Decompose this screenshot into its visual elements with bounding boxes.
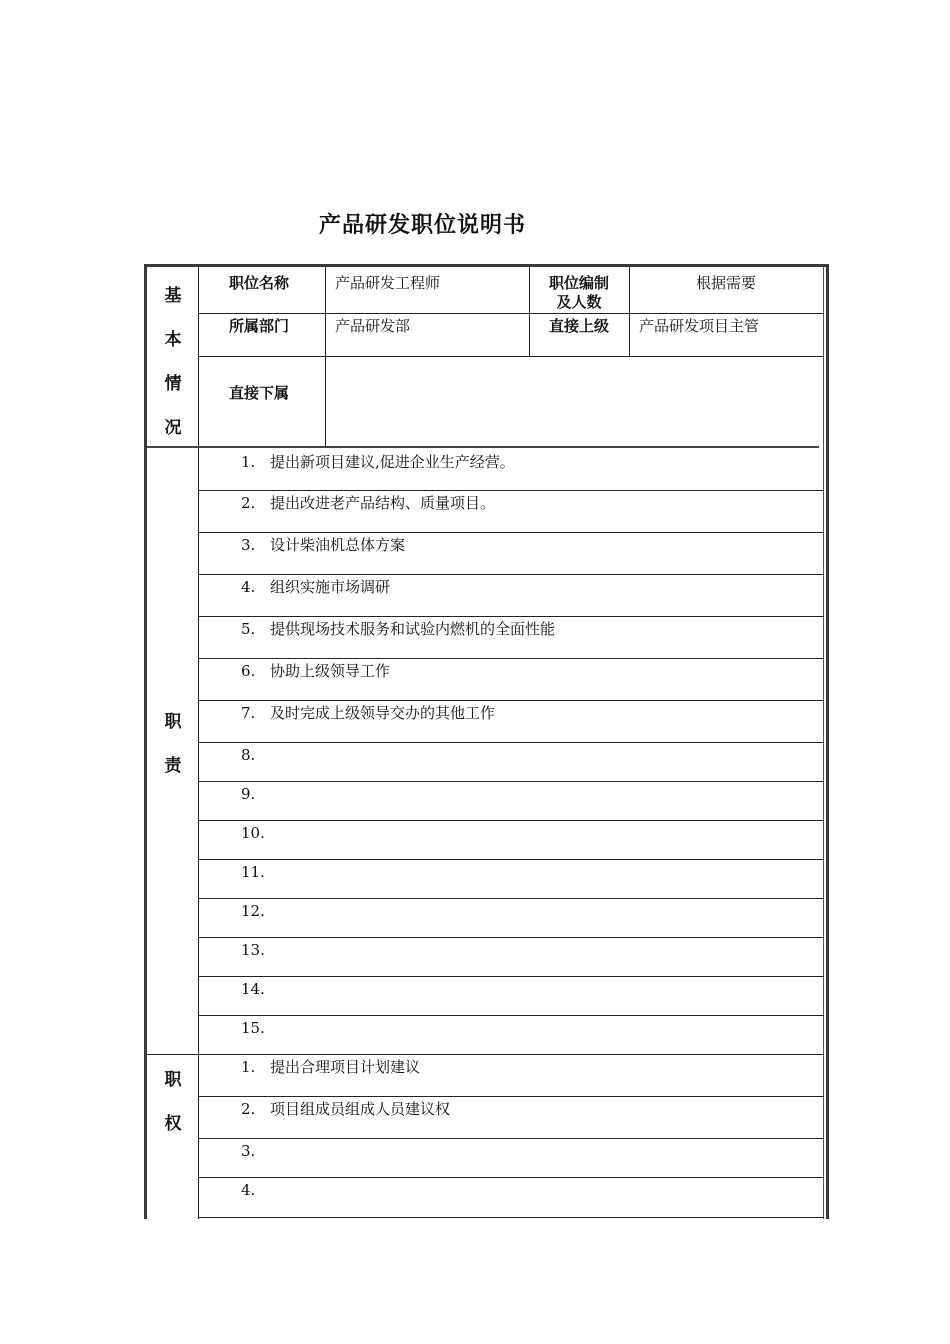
duty-row-divider bbox=[198, 532, 824, 533]
duty-item-number: 6. bbox=[241, 662, 256, 680]
duty-item-number: 13. bbox=[241, 941, 265, 959]
authority-item-number: 1. bbox=[241, 1058, 256, 1076]
duty-row-divider bbox=[198, 781, 824, 782]
duty-item-text: 及时完成上级领导交办的其他工作 bbox=[270, 704, 496, 722]
duty-item-text: 提供现场技术服务和试验内燃机的全面性能 bbox=[270, 620, 556, 638]
department-value: 产品研发部 bbox=[335, 317, 411, 335]
duty-item-number: 8. bbox=[241, 746, 256, 764]
authority-item-text: 项目组成员组成人员建议权 bbox=[270, 1100, 451, 1118]
position-name-label: 职位名称 bbox=[229, 274, 290, 292]
duty-item-text: 提出改进老产品结构、质量项目。 bbox=[270, 494, 496, 512]
duty-item bbox=[241, 980, 270, 998]
authority-item-number: 4. bbox=[241, 1181, 256, 1199]
duty-item-number: 9. bbox=[241, 785, 256, 803]
duty-row-divider bbox=[198, 742, 824, 743]
headcount-label: 职位编制 及人数 bbox=[548, 274, 609, 311]
duty-row-divider bbox=[198, 700, 824, 701]
duty-item bbox=[241, 453, 515, 471]
duty-row-divider bbox=[198, 976, 824, 977]
authority-row-divider bbox=[198, 1177, 824, 1178]
duty-item bbox=[241, 620, 555, 638]
authority-item bbox=[241, 1058, 420, 1076]
duty-item bbox=[241, 941, 270, 959]
authority-item bbox=[241, 1100, 450, 1118]
supervisor-value: 产品研发项目主管 bbox=[639, 317, 760, 335]
authority-item-number: 3. bbox=[241, 1142, 256, 1160]
duty-item-number: 14. bbox=[241, 980, 265, 998]
duty-row-divider bbox=[198, 898, 824, 899]
duties-section-end bbox=[147, 1054, 824, 1055]
headcount-value: 根据需要 bbox=[695, 274, 756, 292]
authority-item bbox=[241, 1142, 270, 1160]
subordinate-label: 直接下属 bbox=[229, 384, 290, 402]
supervisor-label: 直接上级 bbox=[548, 317, 609, 335]
duty-item bbox=[241, 746, 270, 764]
duty-item-number: 3. bbox=[241, 536, 256, 554]
authority-row-divider bbox=[198, 1138, 824, 1139]
duty-item bbox=[241, 494, 495, 512]
duty-item-number: 10. bbox=[241, 824, 265, 842]
duty-item bbox=[241, 536, 405, 554]
basic-row-line-1 bbox=[198, 313, 824, 314]
duty-row-divider bbox=[198, 490, 824, 491]
duty-item-number: 12. bbox=[241, 902, 265, 920]
duty-item bbox=[241, 902, 270, 920]
duty-item-number: 7. bbox=[241, 704, 256, 722]
duty-item bbox=[241, 863, 270, 881]
duty-item bbox=[241, 662, 390, 680]
authority-section-label: 职 权 bbox=[164, 1070, 182, 1134]
duty-item-number: 4. bbox=[241, 578, 256, 596]
table-bottom-line bbox=[198, 1217, 824, 1218]
duty-item-number: 1. bbox=[241, 453, 256, 471]
duty-row-divider bbox=[198, 1015, 824, 1016]
duty-row-divider bbox=[198, 616, 824, 617]
duty-item bbox=[241, 1019, 270, 1037]
position-name-value: 产品研发工程师 bbox=[335, 274, 441, 292]
duty-item-number: 11. bbox=[241, 863, 265, 881]
authority-item-number: 2. bbox=[241, 1100, 256, 1118]
duty-row-divider bbox=[198, 937, 824, 938]
authority-item-text: 提出合理项目计划建议 bbox=[270, 1058, 421, 1076]
department-label: 所属部门 bbox=[229, 317, 290, 335]
duty-item bbox=[241, 824, 270, 842]
duty-item-text: 设计柴油机总体方案 bbox=[270, 536, 406, 554]
basic-section-end bbox=[147, 446, 819, 448]
duty-item-text: 组织实施市场调研 bbox=[270, 578, 391, 596]
authority-row-divider bbox=[198, 1096, 824, 1097]
duty-row-divider bbox=[198, 859, 824, 860]
basic-section-label: 基 本 情 况 bbox=[164, 286, 182, 438]
duty-item-number: 5. bbox=[241, 620, 256, 638]
duty-item-text: 协助上级领导工作 bbox=[270, 662, 391, 680]
duty-row-divider bbox=[198, 820, 824, 821]
duty-item-number: 15. bbox=[241, 1019, 265, 1037]
inner-right-border bbox=[823, 267, 824, 1219]
authority-item bbox=[241, 1181, 270, 1199]
duty-row-divider bbox=[198, 574, 824, 575]
duty-row-divider bbox=[198, 658, 824, 659]
basic-row-line-2 bbox=[198, 356, 824, 357]
basic-divider-1 bbox=[325, 267, 326, 447]
duty-item bbox=[241, 785, 270, 803]
duty-item bbox=[241, 578, 390, 596]
page-title: 产品研发职位说明书 bbox=[318, 213, 526, 238]
duties-section-label: 职 责 bbox=[164, 712, 182, 776]
duty-item-number: 2. bbox=[241, 494, 256, 512]
duty-item bbox=[241, 704, 495, 722]
duty-item-text: 提出新项目建议,促进企业生产经营。 bbox=[270, 453, 515, 471]
